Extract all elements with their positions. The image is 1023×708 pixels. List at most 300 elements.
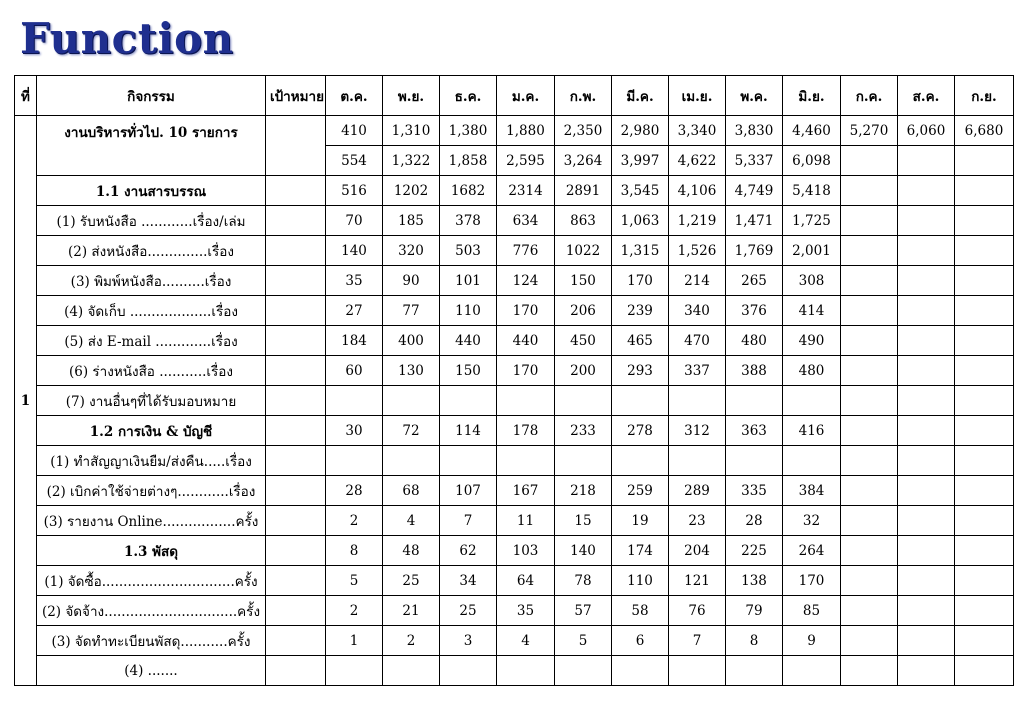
table-cell: 4,749 <box>726 176 783 206</box>
table-cell: 79 <box>726 596 783 626</box>
table-cell: 2891 <box>555 176 612 206</box>
table-cell: 204 <box>669 536 726 566</box>
table-cell: 5,337 <box>726 146 783 176</box>
table-cell: 265 <box>726 266 783 296</box>
table-cell: 776 <box>497 236 555 266</box>
table-cell <box>440 386 497 416</box>
table-row <box>15 476 1014 506</box>
table-cell <box>841 386 898 416</box>
table-cell: 1,526 <box>669 236 726 266</box>
table-cell: 1202 <box>383 176 440 206</box>
table-cell: 363 <box>726 416 783 446</box>
table-cell: 416 <box>783 416 841 446</box>
table-cell: 11 <box>497 506 555 536</box>
table-cell: 1,310 <box>383 116 440 146</box>
table-cell: 185 <box>383 206 440 236</box>
table-row <box>15 536 1014 566</box>
table-cell <box>726 386 783 416</box>
header-month: พ.ค. <box>726 76 783 116</box>
target-cell <box>266 266 326 296</box>
table-cell: 8 <box>326 536 383 566</box>
table-cell: 384 <box>783 476 841 506</box>
table-cell: 335 <box>726 476 783 506</box>
table-cell: 32 <box>783 506 841 536</box>
header-month: ส.ค. <box>898 76 955 116</box>
table-cell <box>783 656 841 686</box>
table-cell: 3,340 <box>669 116 726 146</box>
page-title: Function <box>20 14 234 63</box>
table-cell <box>898 386 955 416</box>
table-cell: 490 <box>783 326 841 356</box>
table-cell <box>726 656 783 686</box>
table-cell <box>497 446 555 476</box>
activity-label: (3) พิมพ์หนังสือ..........เรื่อง <box>37 266 266 296</box>
table-cell <box>669 386 726 416</box>
activity-label: (1) จัดซื้อ...............................ครั้ง <box>37 566 266 596</box>
table-cell: 28 <box>726 506 783 536</box>
table-cell <box>783 386 841 416</box>
table-row <box>15 656 1014 686</box>
table-cell: 3 <box>440 626 497 656</box>
table-cell <box>326 656 383 686</box>
table-cell: 289 <box>669 476 726 506</box>
table-cell: 130 <box>383 356 440 386</box>
section-number: 1 <box>15 116 37 686</box>
table-cell: 1,063 <box>612 206 669 236</box>
table-cell: 5,270 <box>841 116 898 146</box>
table-cell <box>841 476 898 506</box>
table-cell: 337 <box>669 356 726 386</box>
activity-label: (7) งานอื่นๆที่ได้รับมอบหมาย <box>37 386 266 416</box>
table-cell <box>955 656 1014 686</box>
table-cell: 376 <box>726 296 783 326</box>
table-cell: 1,219 <box>669 206 726 236</box>
target-cell <box>266 596 326 626</box>
table-cell: 114 <box>440 416 497 446</box>
header-month: ก.ค. <box>841 76 898 116</box>
table-cell <box>841 626 898 656</box>
table-cell <box>841 296 898 326</box>
table-cell: 1,858 <box>440 146 497 176</box>
table-cell: 1,880 <box>497 116 555 146</box>
table-cell: 1,769 <box>726 236 783 266</box>
table-cell: 27 <box>326 296 383 326</box>
table-cell <box>898 626 955 656</box>
header-row <box>15 76 1014 116</box>
table-cell <box>898 506 955 536</box>
activity-label: (1) ทำสัญญาเงินยืม/ส่งคืน.....เรื่อง <box>37 446 266 476</box>
table-cell: 28 <box>326 476 383 506</box>
target-cell <box>266 356 326 386</box>
table-cell: 1,322 <box>383 146 440 176</box>
table-cell: 2314 <box>497 176 555 206</box>
table-cell: 72 <box>383 416 440 446</box>
target-cell <box>266 626 326 656</box>
table-cell: 140 <box>555 536 612 566</box>
table-row <box>15 626 1014 656</box>
table-cell: 70 <box>326 206 383 236</box>
table-cell: 170 <box>497 356 555 386</box>
table-cell: 15 <box>555 506 612 536</box>
table-cell <box>955 356 1014 386</box>
table-cell: 1022 <box>555 236 612 266</box>
table-cell <box>841 506 898 536</box>
table-cell <box>955 386 1014 416</box>
subsection-label: 1.1 งานสารบรรณ <box>37 176 266 206</box>
table-cell <box>612 446 669 476</box>
table-row <box>15 416 1014 446</box>
table-cell: 90 <box>383 266 440 296</box>
table-cell: 60 <box>326 356 383 386</box>
table-cell: 440 <box>497 326 555 356</box>
table-cell <box>955 266 1014 296</box>
table-cell: 2 <box>326 596 383 626</box>
table-cell: 19 <box>612 506 669 536</box>
table-cell: 57 <box>555 596 612 626</box>
table-cell: 101 <box>440 266 497 296</box>
table-row <box>15 176 1014 206</box>
table-cell: 259 <box>612 476 669 506</box>
table-cell: 503 <box>440 236 497 266</box>
table-cell <box>555 656 612 686</box>
table-row <box>15 326 1014 356</box>
table-cell: 3,830 <box>726 116 783 146</box>
table-cell: 378 <box>440 206 497 236</box>
header-month: มี.ค. <box>612 76 669 116</box>
target-cell <box>266 386 326 416</box>
table-cell <box>555 386 612 416</box>
table-cell: 170 <box>497 296 555 326</box>
table-cell: 107 <box>440 476 497 506</box>
activity-label: (6) ร่างหนังสือ ...........เรื่อง <box>37 356 266 386</box>
table-row <box>15 446 1014 476</box>
table-cell <box>841 446 898 476</box>
header-month: ธ.ค. <box>440 76 497 116</box>
table-cell: 140 <box>326 236 383 266</box>
table-cell: 293 <box>612 356 669 386</box>
subsection-label: 1.2 การเงิน & บัญชี <box>37 416 266 446</box>
table-row <box>15 266 1014 296</box>
activity-label: (2) ส่งหนังสือ..............เรื่อง <box>37 236 266 266</box>
table-body <box>15 116 1014 686</box>
table-cell <box>955 596 1014 626</box>
table-row <box>15 356 1014 386</box>
table-cell: 2 <box>383 626 440 656</box>
table-cell: 167 <box>497 476 555 506</box>
table-cell: 170 <box>612 266 669 296</box>
table-cell: 68 <box>383 476 440 506</box>
table-cell: 450 <box>555 326 612 356</box>
table-row <box>15 236 1014 266</box>
table-cell <box>955 416 1014 446</box>
table-cell: 25 <box>440 596 497 626</box>
table-cell: 7 <box>669 626 726 656</box>
header-month: ก.พ. <box>555 76 612 116</box>
table-cell: 1,471 <box>726 206 783 236</box>
table-cell: 6,680 <box>955 116 1014 146</box>
target-cell <box>266 296 326 326</box>
activity-label: (4) ....... <box>37 656 266 686</box>
table-cell <box>898 566 955 596</box>
table-cell: 3,545 <box>612 176 669 206</box>
table-cell <box>898 356 955 386</box>
header-month: ต.ค. <box>326 76 383 116</box>
table-cell: 1,725 <box>783 206 841 236</box>
table-cell: 1,315 <box>612 236 669 266</box>
table-cell: 233 <box>555 416 612 446</box>
header-month: พ.ย. <box>383 76 440 116</box>
table-cell: 64 <box>497 566 555 596</box>
section-target <box>266 116 326 176</box>
table-cell: 35 <box>326 266 383 296</box>
activity-label: (3) รายงาน Online.................ครั้ง <box>37 506 266 536</box>
table-cell <box>955 236 1014 266</box>
table-cell: 30 <box>326 416 383 446</box>
activity-label: (1) รับหนังสือ ............เรื่อง/เล่ม <box>37 206 266 236</box>
table-cell <box>898 446 955 476</box>
table-cell: 465 <box>612 326 669 356</box>
table-cell: 218 <box>555 476 612 506</box>
table-cell <box>898 236 955 266</box>
table-cell <box>326 446 383 476</box>
target-cell <box>266 206 326 236</box>
header-month: ก.ย. <box>955 76 1014 116</box>
table-cell <box>497 386 555 416</box>
table-cell: 9 <box>783 626 841 656</box>
table-cell: 138 <box>726 566 783 596</box>
table-cell <box>383 386 440 416</box>
table-cell <box>955 296 1014 326</box>
table-cell: 400 <box>383 326 440 356</box>
table-cell <box>955 206 1014 236</box>
table-cell: 516 <box>326 176 383 206</box>
table-cell: 308 <box>783 266 841 296</box>
table-cell <box>955 146 1014 176</box>
table-cell: 48 <box>383 536 440 566</box>
table-cell: 264 <box>783 536 841 566</box>
activity-label: (2) เบิกค่าใช้จ่ายต่างๆ............เรื่อง <box>37 476 266 506</box>
table-cell: 312 <box>669 416 726 446</box>
table-cell: 4 <box>497 626 555 656</box>
table-cell <box>841 236 898 266</box>
table-cell: 5 <box>326 566 383 596</box>
table-cell <box>841 206 898 236</box>
table-cell <box>898 656 955 686</box>
table-cell: 170 <box>783 566 841 596</box>
target-cell <box>266 476 326 506</box>
table-row <box>15 596 1014 626</box>
target-cell <box>266 326 326 356</box>
table-cell: 184 <box>326 326 383 356</box>
table-cell: 863 <box>555 206 612 236</box>
subsection-label: 1.3 พัสดุ <box>37 536 266 566</box>
table-cell: 2,350 <box>555 116 612 146</box>
table-cell <box>898 416 955 446</box>
table-cell: 1 <box>326 626 383 656</box>
function-table <box>14 75 1014 686</box>
table-cell <box>841 326 898 356</box>
table-cell <box>726 446 783 476</box>
table-cell: 4,622 <box>669 146 726 176</box>
table-row <box>15 116 1014 146</box>
table-cell: 5,418 <box>783 176 841 206</box>
table-cell <box>841 356 898 386</box>
table-cell: 1682 <box>440 176 497 206</box>
table-cell <box>612 656 669 686</box>
table-cell: 239 <box>612 296 669 326</box>
table-cell <box>669 656 726 686</box>
table-cell <box>841 176 898 206</box>
table-cell <box>898 176 955 206</box>
table-cell: 77 <box>383 296 440 326</box>
table-cell: 480 <box>726 326 783 356</box>
table-cell <box>898 596 955 626</box>
table-cell: 6,060 <box>898 116 955 146</box>
table-cell: 8 <box>726 626 783 656</box>
table-cell <box>841 146 898 176</box>
table-cell: 6,098 <box>783 146 841 176</box>
table-row <box>15 386 1014 416</box>
table-cell: 124 <box>497 266 555 296</box>
table-cell: 34 <box>440 566 497 596</box>
table-cell: 85 <box>783 596 841 626</box>
table-cell <box>383 446 440 476</box>
table-cell: 150 <box>555 266 612 296</box>
table-cell <box>955 446 1014 476</box>
table-cell <box>898 266 955 296</box>
table-cell: 554 <box>326 146 383 176</box>
table-cell: 6 <box>612 626 669 656</box>
table-row <box>15 206 1014 236</box>
table-cell <box>841 566 898 596</box>
table-cell <box>440 656 497 686</box>
table-cell <box>841 656 898 686</box>
table-cell <box>955 536 1014 566</box>
table-cell: 103 <box>497 536 555 566</box>
activity-label: (3) จัดทำทะเบียนพัสดุ...........ครั้ง <box>37 626 266 656</box>
table-cell <box>497 656 555 686</box>
table-row <box>15 566 1014 596</box>
table-cell <box>841 596 898 626</box>
table-cell <box>555 446 612 476</box>
target-cell <box>266 236 326 266</box>
table-cell: 410 <box>326 116 383 146</box>
table-cell <box>383 656 440 686</box>
table-cell <box>783 446 841 476</box>
table-cell <box>898 536 955 566</box>
table-cell <box>326 386 383 416</box>
table-cell: 480 <box>783 356 841 386</box>
section-activity: งานบริหารทั่วไป. 10 รายการ <box>37 116 266 176</box>
header-month: ม.ค. <box>497 76 555 116</box>
table-cell: 76 <box>669 596 726 626</box>
table-cell: 440 <box>440 326 497 356</box>
table-cell <box>669 446 726 476</box>
activity-label: (2) จัดจ้าง...............................ครั้ง <box>37 596 266 626</box>
table-cell: 340 <box>669 296 726 326</box>
table-cell: 78 <box>555 566 612 596</box>
table-row <box>15 506 1014 536</box>
table-cell <box>612 386 669 416</box>
target-cell <box>266 536 326 566</box>
table-cell <box>955 566 1014 596</box>
table-cell: 4 <box>383 506 440 536</box>
header-month: มิ.ย. <box>783 76 841 116</box>
table-cell <box>955 476 1014 506</box>
table-cell: 4,106 <box>669 176 726 206</box>
table-cell: 388 <box>726 356 783 386</box>
table-cell: 634 <box>497 206 555 236</box>
table-cell: 225 <box>726 536 783 566</box>
activity-label: (5) ส่ง E-mail .............เรื่อง <box>37 326 266 356</box>
table-cell: 121 <box>669 566 726 596</box>
target-cell <box>266 566 326 596</box>
header-no: ที่ <box>15 76 37 116</box>
table-cell: 4,460 <box>783 116 841 146</box>
table-cell: 320 <box>383 236 440 266</box>
table-cell <box>898 326 955 356</box>
table-cell: 214 <box>669 266 726 296</box>
table-cell <box>955 506 1014 536</box>
table-cell: 178 <box>497 416 555 446</box>
activity-label: (4) จัดเก็บ ...................เรื่อง <box>37 296 266 326</box>
table-cell <box>955 176 1014 206</box>
table-cell <box>898 296 955 326</box>
target-cell <box>266 656 326 686</box>
header-activity: กิจกรรม <box>37 76 266 116</box>
table-cell: 2,980 <box>612 116 669 146</box>
table-cell: 1,380 <box>440 116 497 146</box>
table-cell <box>898 206 955 236</box>
table-cell: 2 <box>326 506 383 536</box>
table-cell: 174 <box>612 536 669 566</box>
table-cell <box>440 446 497 476</box>
table-cell: 414 <box>783 296 841 326</box>
header-target: เป้าหมาย <box>266 76 326 116</box>
table-cell: 3,997 <box>612 146 669 176</box>
table-cell: 150 <box>440 356 497 386</box>
target-cell <box>266 176 326 206</box>
table-row <box>15 296 1014 326</box>
table-cell: 278 <box>612 416 669 446</box>
table-cell <box>841 416 898 446</box>
table-cell <box>898 476 955 506</box>
table-cell: 23 <box>669 506 726 536</box>
target-cell <box>266 446 326 476</box>
table-cell: 35 <box>497 596 555 626</box>
target-cell <box>266 506 326 536</box>
table-cell: 110 <box>440 296 497 326</box>
table-cell: 470 <box>669 326 726 356</box>
table-cell: 21 <box>383 596 440 626</box>
table-cell <box>841 536 898 566</box>
table-cell: 62 <box>440 536 497 566</box>
table-cell <box>955 326 1014 356</box>
table-cell: 110 <box>612 566 669 596</box>
header-month: เม.ย. <box>669 76 726 116</box>
table-cell: 25 <box>383 566 440 596</box>
table-cell: 2,595 <box>497 146 555 176</box>
table-cell: 7 <box>440 506 497 536</box>
table-cell: 2,001 <box>783 236 841 266</box>
table-cell: 200 <box>555 356 612 386</box>
target-cell <box>266 416 326 446</box>
table-cell <box>841 266 898 296</box>
table-cell <box>898 146 955 176</box>
table-cell: 5 <box>555 626 612 656</box>
table-cell: 58 <box>612 596 669 626</box>
table-cell: 206 <box>555 296 612 326</box>
